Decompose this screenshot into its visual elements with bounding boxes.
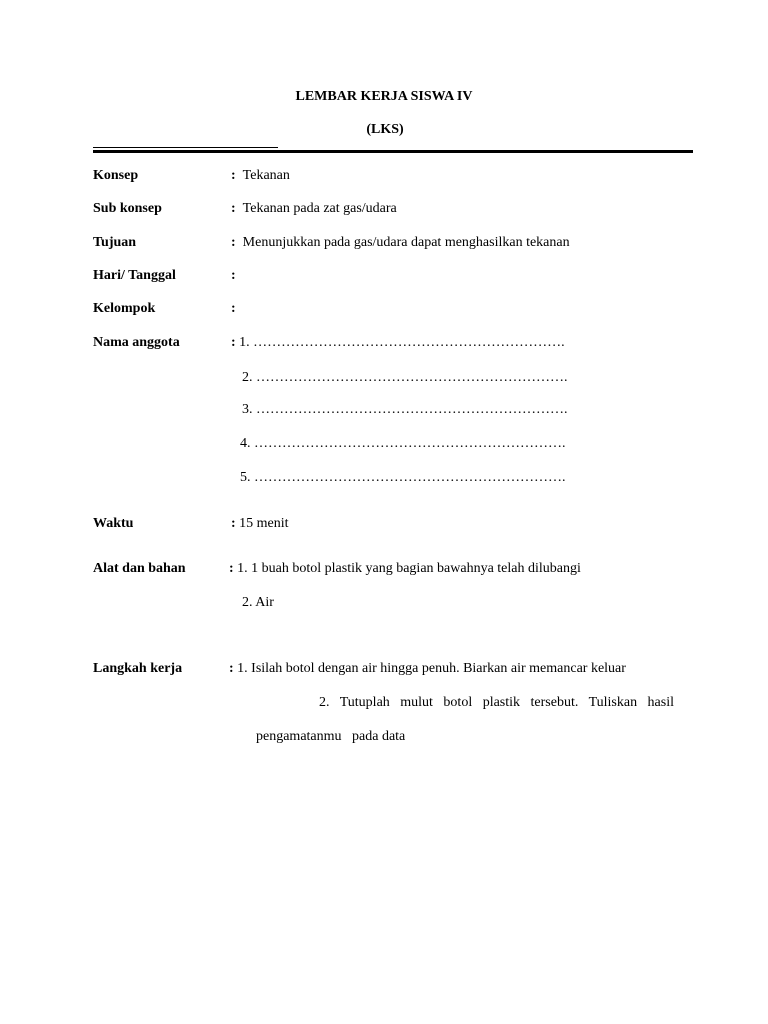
waktu-label: Waktu: [93, 516, 134, 531]
step-1: 1. Isilah botol dengan air hingga penuh. Biarkan air memancar keluar: [237, 661, 626, 676]
hari-tanggal-label: Hari/ Tanggal: [93, 268, 176, 283]
alat-bahan-row-1: [229, 561, 581, 577]
konsep-value-row: [231, 168, 290, 184]
langkah-kerja-label: Langkah kerja: [93, 661, 183, 676]
waktu-value: 15 menit: [239, 516, 289, 531]
tujuan-value: Menunjukkan pada gas/udara dapat menghasilkan tekanan: [242, 235, 570, 250]
konsep-colon: :: [231, 168, 236, 183]
worksheet-subtitle: (LKS): [366, 122, 404, 137]
sub-konsep-colon: :: [231, 201, 236, 216]
alat-bahan-label: Alat dan bahan: [93, 561, 186, 576]
sub-konsep-value-row: [231, 201, 397, 217]
kelompok-colon: :: [231, 301, 236, 316]
member-line-2: 2. ………………………………………………………….: [242, 370, 568, 385]
header-rule: [93, 150, 693, 153]
member-line-3: 3. ………………………………………………………….: [242, 402, 568, 417]
member-line-1: 1. ………………………………………………………….: [239, 335, 565, 350]
waktu-value-row: [231, 516, 289, 532]
alat-item-2: 2. Air: [242, 595, 274, 610]
kelompok-value-row: [231, 301, 236, 317]
langkah-kerja-colon: :: [229, 661, 234, 676]
langkah-kerja-row-1: [229, 661, 626, 677]
konsep-value: Tekanan: [242, 168, 290, 183]
nama-anggota-row-1: [231, 335, 565, 351]
hari-tanggal-value-row: [231, 268, 236, 284]
konsep-label: Konsep: [93, 168, 139, 183]
member-line-5: 5. ………………………………………………………….: [240, 470, 566, 485]
alat-item-1: 1. 1 buah botol plastik yang bagian bawahnya telah dilubangi: [237, 561, 581, 576]
nama-anggota-colon: :: [231, 335, 236, 350]
tujuan-label: Tujuan: [93, 235, 137, 250]
member-line-4: 4. ………………………………………………………….: [240, 436, 566, 451]
step-2-line-1: 2. Tutuplah mulut botol plastik tersebut. Tuliskan hasil: [319, 695, 674, 710]
kelompok-label: Kelompok: [93, 301, 156, 316]
header-rule-thin: [93, 147, 278, 148]
waktu-colon: :: [231, 516, 236, 531]
nama-anggota-label: Nama anggota: [93, 335, 180, 350]
step-2-line-2: pengamatanmu pada data: [256, 729, 406, 744]
sub-konsep-value: Tekanan pada zat gas/udara: [242, 201, 397, 216]
alat-bahan-colon: :: [229, 561, 234, 576]
tujuan-value-row: [231, 235, 570, 251]
hari-tanggal-colon: :: [231, 268, 236, 283]
tujuan-colon: :: [231, 235, 236, 250]
sub-konsep-label: Sub konsep: [93, 201, 162, 216]
worksheet-title: LEMBAR KERJA SISWA IV: [295, 89, 473, 104]
